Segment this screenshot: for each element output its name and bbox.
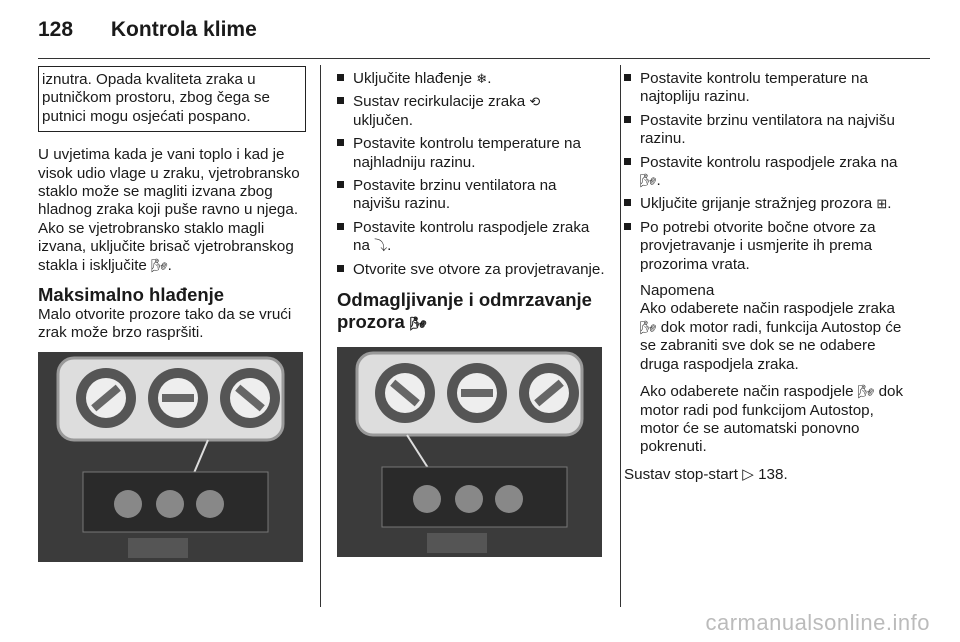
column-3 [624,70,906,493]
list-item: Postavite kontrolu raspodjele zraka na 🌬. [624,154,906,191]
column-2 [337,70,605,557]
list-item: Uključite hlađenje ❄. [337,70,605,88]
list-item: Uključite grijanje stražnjeg prozora ⊞. [624,195,906,213]
list-item: Sustav recirkulacije zraka ⟲ uključen. [337,93,605,130]
section-heading-defrost: Odmagljivanje i odmrzavanje prozora 🌬 [337,289,605,335]
page-number: 128 [38,18,74,41]
continued-text-box [38,66,306,132]
reference-link[interactable]: 138. [758,465,788,483]
recirculation-icon: ⟲ [529,94,541,110]
list-item: Postavite kontrolu raspodjele zraka na ⤵. [337,219,605,256]
note-paragraph-1: Ako odaberete način raspodjele zraka 🌬 dok motor radi, funkcija Autostop će se zabraniti sve dok se ne odabere druga raspodjela zraka. [640,300,902,373]
windscreen-defrost-icon: 🌬 [640,319,657,335]
list-item: Po potrebi otvorite bočne otvore za provjetravanje i usmjerite ih prema prozorima vrata. [624,219,906,274]
cross-reference: Sustav stop-start ▷ 138. [624,465,788,483]
cooling-steps-list [337,70,605,279]
climate-control-photo-2 [337,347,602,557]
paragraph-max-cooling: Malo otvorite prozore tako da se vrući zrak može brzo raspršiti. [38,306,292,342]
page-header [38,18,257,42]
list-item: Postavite brzinu ventilatora na najvišu razinu. [624,112,906,149]
para-fog-end: . [167,256,172,274]
column-divider-1 [320,65,321,607]
watermark: carmanualsonline.info [705,610,930,635]
column-1 [38,70,306,562]
section-heading-max-cooling: Maksimalno hlađenje [38,284,225,306]
para-fog-text: U uvjetima kada je vani toplo i kad je visok udio vlage u zraku, vjetrobransko staklo može se magliti izvana zbog hladnog zraka koji puše ravno u njega. Ako se vjetrobransko staklo magli izvana, uključite brisač vjetrobranskog stakla i isključite [38,146,300,274]
windscreen-defrost-icon: 🌬 [857,384,875,400]
box-text: iznutra. Opada kvaliteta zraka u putničkom prostoru, zbog čega se putnici mogu osjećati pospano. [42,71,270,125]
windscreen-defrost-icon: 🌬 [640,173,657,189]
reference-arrow-icon: ▷ [742,465,754,483]
header-divider [38,58,930,59]
defrost-steps-list [624,70,906,274]
paragraph-fog [38,146,306,275]
windscreen-defrost-icon: 🌬 [151,257,168,273]
list-item: Postavite kontrolu temperature na najtopliju razinu. [624,70,906,107]
list-item: Otvorite sve otvore za provjetravanje. [337,261,605,279]
snowflake-icon: ❄ [476,71,488,86]
column-divider-2 [620,65,621,607]
note-block [624,282,906,457]
page-title: Kontrola klime [110,18,257,41]
rear-window-heater-icon: ⊞ [876,196,888,212]
note-title: Napomena [640,282,715,300]
list-item: Postavite brzinu ventilatora na najvišu razinu. [337,177,605,214]
list-item: Postavite kontrolu temperature na najhladniju razinu. [337,135,605,172]
note-paragraph-2: Ako odaberete način raspodjele 🌬 dok motor radi pod funkcijom Autostop, motor će se automatski ponovno pokrenuti. [640,383,904,456]
floor-airflow-icon: ⤵ [374,238,388,254]
climate-control-photo-1 [38,352,303,562]
windscreen-defrost-icon: 🌬 [409,316,427,332]
